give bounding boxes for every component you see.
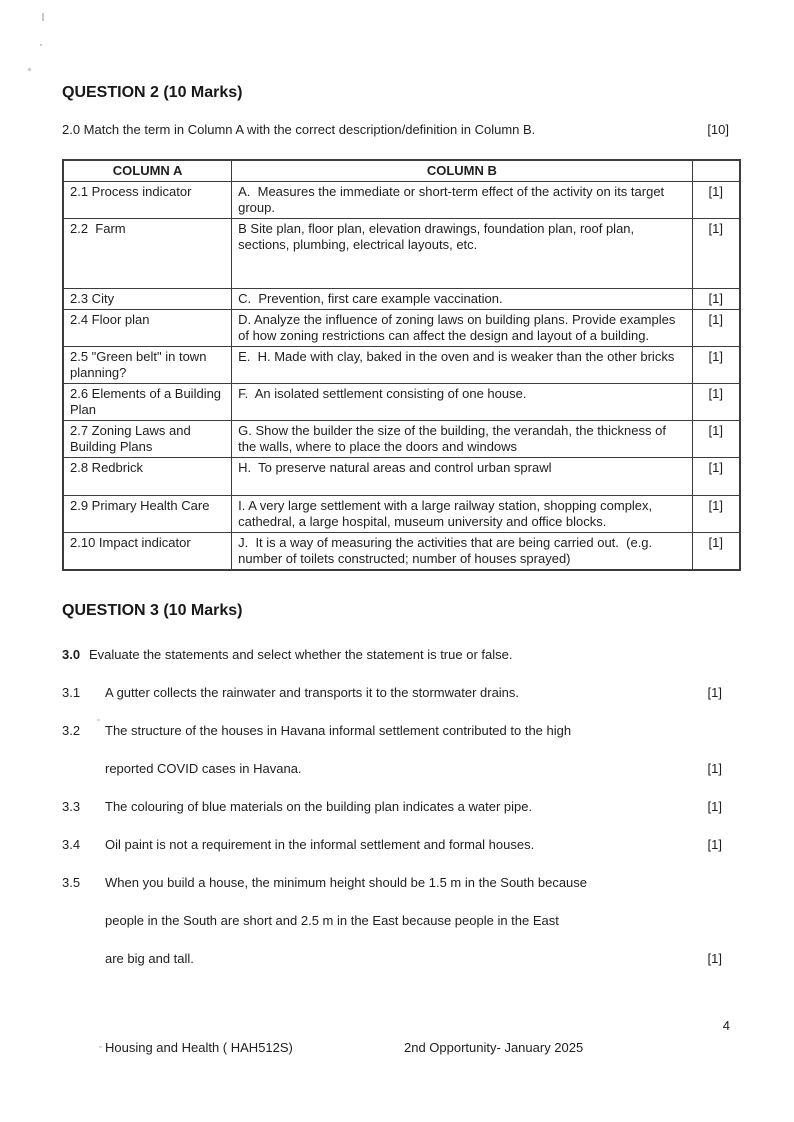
description-cell: I. A very large settlement with a large railway station, shopping complex, cathedral, a large hospital, museum university and office blocks. — [232, 496, 692, 533]
statement-number: 3.4 — [62, 837, 81, 852]
marks-cell: [1] — [692, 496, 740, 533]
statement-text: people in the South are short and 2.5 m in the East because people in the East — [105, 913, 559, 928]
term-cell: 2.7 Zoning Laws and Building Plans — [63, 421, 232, 458]
statement-item — [62, 837, 741, 853]
statement-marks: [1] — [707, 837, 722, 852]
term-cell: 2.10 Impact indicator — [63, 533, 232, 571]
table-row — [63, 347, 740, 384]
description-cell: J. It is a way of measuring the activities that are being carried out. (e.g. number of toilets constructed; number of houses sprayed) — [232, 533, 692, 571]
statement-marks: [1] — [707, 799, 722, 814]
statement-text: The structure of the houses in Havana informal settlement contributed to the high — [105, 723, 572, 738]
table-row — [63, 421, 740, 458]
scan-artifact — [42, 13, 44, 21]
column-b-header: COLUMN B — [232, 160, 692, 182]
statement-text: Oil paint is not a requirement in the informal settlement and formal houses. — [105, 837, 535, 852]
statement-number: 3.2 — [62, 723, 81, 738]
footer-course-title: Housing and Health ( HAH512S) — [105, 1040, 293, 1055]
marks-cell: [1] — [692, 421, 740, 458]
description-cell: G. Show the builder the size of the building, the verandah, the thickness of the walls, where to place the doors and windows — [232, 421, 692, 458]
term-cell: 2.2 Farm — [63, 219, 232, 289]
description-cell: D. Analyze the influence of zoning laws on building plans. Provide examples of how zoning restrictions can affect the design and layout of a building. — [232, 310, 692, 347]
statement-marks: [1] — [707, 951, 722, 966]
statement-number: 3.1 — [62, 685, 81, 700]
statement-marks: [1] — [707, 685, 722, 700]
statement-text: A gutter collects the rainwater and transports it to the stormwater drains. — [105, 685, 520, 700]
term-cell: 2.9 Primary Health Care — [63, 496, 232, 533]
scan-artifact — [40, 44, 42, 46]
marks-cell: [1] — [692, 533, 740, 571]
marks-cell: [1] — [692, 384, 740, 421]
question2-instruction-text: 2.0 Match the term in Column A with the correct description/definition in Column B. — [62, 122, 536, 137]
table-row — [63, 289, 740, 310]
table-row — [63, 458, 740, 496]
statement-text: When you build a house, the minimum height should be 1.5 m in the South because — [105, 875, 588, 890]
marks-cell: [1] — [692, 310, 740, 347]
description-cell: B Site plan, floor plan, elevation drawings, foundation plan, roof plan, sections, plumbing, electrical layouts, etc. — [232, 219, 692, 289]
question2-marks-badge: [10] — [707, 122, 729, 137]
question2-heading: QUESTION 2 (10 Marks) — [62, 84, 243, 101]
statement-number: 3.3 — [62, 799, 81, 814]
matching-table — [62, 159, 741, 571]
question3-instruction — [62, 647, 741, 663]
statement-text: reported COVID cases in Havana. — [105, 761, 302, 776]
statement-item — [62, 685, 741, 701]
description-cell: E. H. Made with clay, baked in the oven and is weaker than the other bricks — [232, 347, 692, 384]
statement-item — [62, 723, 741, 777]
table-row — [63, 533, 740, 571]
instruction-number: 3.0 — [62, 647, 81, 662]
question3-heading: QUESTION 3 (10 Marks) — [62, 602, 243, 619]
statement-item — [62, 875, 741, 967]
statement-text: are big and tall. — [105, 951, 194, 966]
column-a-header: COLUMN A — [63, 160, 232, 182]
statement-number: 3.5 — [62, 875, 81, 890]
table-row — [63, 310, 740, 347]
marks-cell: [1] — [692, 458, 740, 496]
term-cell: 2.8 Redbrick — [63, 458, 232, 496]
scan-artifact — [99, 1046, 102, 1048]
marks-cell: [1] — [692, 289, 740, 310]
marks-cell: [1] — [692, 219, 740, 289]
table-row — [63, 182, 740, 219]
statement-number-spacer — [62, 761, 105, 777]
table-row — [63, 384, 740, 421]
term-cell: 2.5 "Green belt" in town planning? — [63, 347, 232, 384]
footer-exam-session: 2nd Opportunity- January 2025 — [404, 1040, 584, 1055]
description-cell: C. Prevention, first care example vaccination. — [232, 289, 692, 310]
statement-number-spacer — [62, 913, 105, 929]
term-cell: 2.4 Floor plan — [63, 310, 232, 347]
table-row — [63, 219, 740, 289]
statement-item — [62, 799, 741, 815]
scan-artifact — [27, 67, 31, 71]
page-number: 4 — [722, 1018, 730, 1033]
term-cell: 2.6 Elements of a Building Plan — [63, 384, 232, 421]
instruction-text: Evaluate the statements and select whether the statement is true or false. — [89, 647, 513, 662]
term-cell: 2.1 Process indicator — [63, 182, 232, 219]
statement-number-spacer — [62, 951, 105, 967]
marks-cell: [1] — [692, 347, 740, 384]
description-cell: A. Measures the immediate or short-term effect of the activity on its target group. — [232, 182, 692, 219]
table-header-row — [63, 160, 740, 182]
marks-cell: [1] — [692, 182, 740, 219]
question2-instruction — [62, 122, 741, 138]
marks-column-header — [692, 160, 740, 182]
statement-text: The colouring of blue materials on the building plan indicates a water pipe. — [105, 799, 533, 814]
description-cell: F. An isolated settlement consisting of one house. — [232, 384, 692, 421]
page-content — [62, 0, 741, 989]
table-row — [63, 496, 740, 533]
description-cell: H. To preserve natural areas and control urban sprawl — [232, 458, 692, 496]
term-cell: 2.3 City — [63, 289, 232, 310]
statement-marks: [1] — [707, 761, 722, 776]
